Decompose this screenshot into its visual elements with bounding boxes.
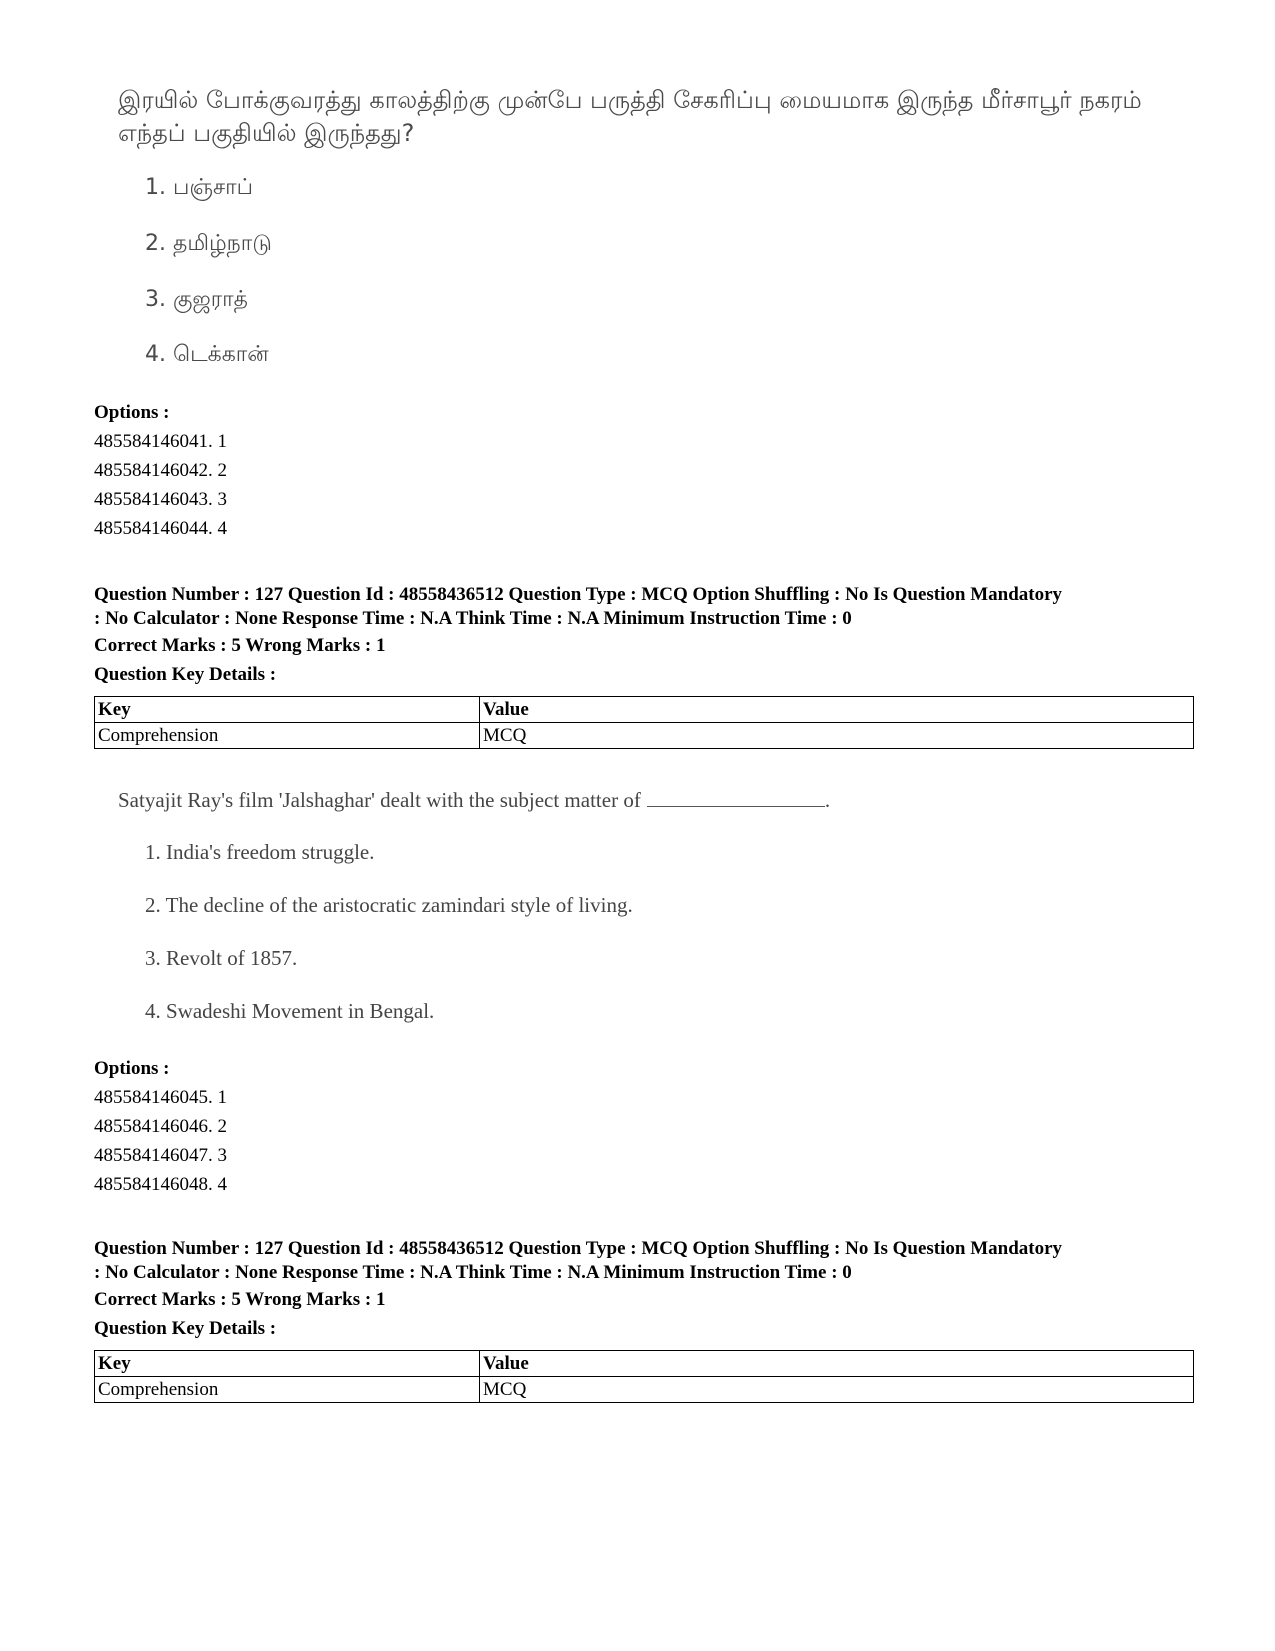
question-choice-4: 4. Swadeshi Movement in Bengal. bbox=[145, 999, 435, 1023]
table-header-row bbox=[95, 1351, 1194, 1377]
option-item-2: 485584146042. 2 bbox=[94, 460, 227, 481]
question-meta-line-1: Question Number : 127 Question Id : 48558436512 Question Type : MCQ Option Shuffling : No Is Question Mandatory bbox=[94, 584, 1063, 605]
table-cell-key: Comprehension bbox=[95, 723, 480, 749]
marks-line: Correct Marks : 5 Wrong Marks : 1 bbox=[94, 635, 386, 656]
table-header-key: Key bbox=[95, 697, 480, 723]
question-end: . bbox=[824, 788, 831, 812]
question-choice-3: 3. குஜராத் bbox=[145, 287, 248, 312]
table-header-value: Value bbox=[480, 1351, 1194, 1377]
option-item-4: 485584146044. 4 bbox=[94, 518, 227, 539]
question-meta-line-2: : No Calculator : None Response Time : N.A Think Time : N.A Minimum Instruction Time : 0 bbox=[94, 608, 852, 629]
key-details-table bbox=[94, 1350, 1194, 1403]
option-item-4: 485584146048. 4 bbox=[94, 1174, 227, 1195]
option-item-1: 485584146045. 1 bbox=[94, 1087, 227, 1108]
question-choice-1: 1. பஞ்சாப் bbox=[145, 175, 254, 200]
table-cell-value: MCQ bbox=[480, 723, 1194, 749]
option-item-3: 485584146043. 3 bbox=[94, 489, 227, 510]
key-details-heading: Question Key Details : bbox=[94, 664, 277, 685]
table-header-key: Key bbox=[95, 1351, 480, 1377]
question-choice-1: 1. India's freedom struggle. bbox=[145, 840, 375, 864]
question-choice-3: 3. Revolt of 1857. bbox=[145, 946, 298, 970]
options-heading: Options : bbox=[94, 1058, 170, 1079]
option-item-3: 485584146047. 3 bbox=[94, 1145, 227, 1166]
table-cell-key: Comprehension bbox=[95, 1377, 480, 1403]
option-item-1: 485584146041. 1 bbox=[94, 431, 227, 452]
answer-blank bbox=[647, 806, 825, 807]
question-text: Satyajit Ray's film 'Jalshaghar' dealt with the subject matter of bbox=[118, 788, 641, 812]
key-details-heading: Question Key Details : bbox=[94, 1318, 277, 1339]
options-heading: Options : bbox=[94, 402, 170, 423]
question-text-english bbox=[118, 785, 830, 815]
option-item-2: 485584146046. 2 bbox=[94, 1116, 227, 1137]
table-header-row bbox=[95, 697, 1194, 723]
table-row bbox=[95, 723, 1194, 749]
question-meta-line-1: Question Number : 127 Question Id : 48558436512 Question Type : MCQ Option Shuffling : No Is Question Mandatory bbox=[94, 1238, 1063, 1259]
question-choice-2: 2. தமிழ்நாடு bbox=[145, 231, 272, 256]
table-row bbox=[95, 1377, 1194, 1403]
key-details-table bbox=[94, 696, 1194, 749]
marks-line: Correct Marks : 5 Wrong Marks : 1 bbox=[94, 1289, 386, 1310]
question-choice-4: 4. டெக்கான் bbox=[145, 342, 269, 367]
question-choice-2: 2. The decline of the aristocratic zamindari style of living. bbox=[145, 893, 633, 917]
table-cell-value: MCQ bbox=[480, 1377, 1194, 1403]
table-header-value: Value bbox=[480, 697, 1194, 723]
question-text-tamil: இரயில் போக்குவரத்து காலத்திற்கு முன்பே பருத்தி சேகரிப்பு மையமாக இருந்த மீர்சாபூர் நகரம் எந்தப் பகுதியில் இருந்தது? bbox=[118, 86, 1142, 147]
question-meta-line-2: : No Calculator : None Response Time : N.A Think Time : N.A Minimum Instruction Time : 0 bbox=[94, 1262, 852, 1283]
